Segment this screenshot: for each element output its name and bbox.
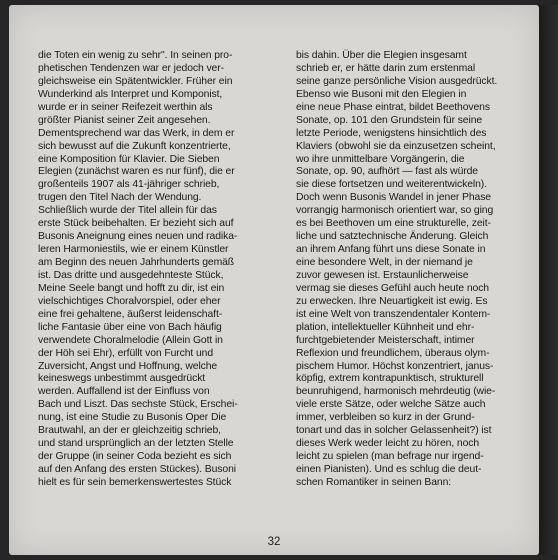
text-line: sich bewusst auf die Zukunft konzentrierte, bbox=[38, 140, 231, 152]
text-line: einen Pianisten). Und es schlug die deut- bbox=[296, 464, 482, 475]
text-line: eine neue Phase eintrat, bildet Beethovens bbox=[296, 101, 490, 113]
text-line: liche Fantasie über eine von Bach häufig bbox=[38, 321, 222, 333]
text-line: wurde er in seiner Reifezeit werthin als bbox=[38, 101, 213, 113]
text-line: großenteils 1907 als 41-jähriger schrieb, bbox=[38, 179, 220, 191]
right-column bbox=[296, 50, 528, 490]
text-line: vermag sie dieses Gefühl auch heute noch bbox=[296, 282, 489, 294]
text-line: leren Harmoniestils, wie er einem Künstler bbox=[38, 244, 229, 256]
text-line: und stand ursprünglich an der letzten Stelle bbox=[38, 438, 234, 450]
text-line: nung, ist eine Studie zu Busonis Oper Die bbox=[38, 412, 227, 424]
text-line: verwendete Choralmelodie (Allein Gott in bbox=[38, 334, 223, 346]
text-line: Reflexion und freundlichem, überaus olym- bbox=[296, 347, 490, 359]
booklet-spine bbox=[539, 5, 558, 555]
text-line: eine frei gehaltene, äußerst leidenschaft- bbox=[38, 308, 223, 320]
text-line: furchtgebietender Meisterschaft, intimer bbox=[296, 334, 475, 346]
text-line: vorrangig harmonisch orientiert war, so ging bbox=[296, 205, 494, 217]
text-line: Brautwahl, an der er gleichzeitig schrieb, bbox=[38, 425, 221, 437]
text-line: Elegien (zunächst waren es nur fünf), die er bbox=[38, 166, 235, 178]
text-line: Klaviers (obwohl sie da einzusetzen scheint, bbox=[296, 140, 496, 152]
text-line: tonart und das in solcher Gelassenheit?) ist bbox=[296, 425, 492, 437]
text-line: liche und satztechnische Änderung. Gleich bbox=[296, 231, 489, 243]
text-line: viele erste Sätze, oder welche Sätze auch bbox=[296, 399, 486, 411]
text-line: Zuversicht, Angst und Hoffnung, welche bbox=[38, 360, 218, 372]
booklet-page bbox=[9, 5, 539, 555]
text-line: Busonis Aneignung eines neuen und radika- bbox=[38, 231, 238, 243]
text-line: seine ganze persönliche Vision ausgedrückt. bbox=[296, 75, 498, 87]
text-line: immer, verbleiben so kurz in der Grund- bbox=[296, 412, 475, 424]
text-line: Doch wenn Busonis Wandel in jener Phase bbox=[296, 192, 491, 204]
text-line: der Gruppe (in seiner Coda bezieht es sich bbox=[38, 451, 232, 463]
text-line: es bei Beethoven um eine strukturelle, zeit- bbox=[296, 218, 491, 230]
text-line: größter Pianist seiner Zeit angesehen. bbox=[38, 114, 211, 126]
text-line: schen Romantiker in seinen Bann: bbox=[296, 476, 452, 488]
text-line: Sonate, op. 101 den Grundstein für seine bbox=[296, 114, 483, 126]
text-line: beunruhigend, harmonisch mehrdeutig (wie- bbox=[296, 386, 496, 398]
text-line: Bach und Liszt. Das sechste Stück, Erschei- bbox=[38, 399, 238, 411]
text-line: am Beginn des neuen Jahrhunderts gemäß bbox=[38, 257, 235, 268]
text-line: trugen den Titel Nach der Wendung. bbox=[38, 192, 202, 204]
text-line: keineswegs unbestimmt ausgedrückt bbox=[38, 373, 206, 385]
text-line: werden. Auffallend ist der Einfluss von bbox=[38, 386, 210, 398]
text-line: zu erwecken. Ihre Neuartigkeit ist ewig. Es bbox=[296, 295, 488, 307]
text-line: sie diese fortsetzen und weiterentwickeln). bbox=[296, 179, 487, 191]
left-column bbox=[38, 50, 278, 490]
text-line: vielschichtiges Choralvorspiel, oder eher bbox=[38, 295, 221, 307]
text-line: Ebenso wie Busoni mit den Elegien in bbox=[296, 88, 467, 100]
text-line: köpfig, extrem kontrapunktisch, strukturell bbox=[296, 373, 484, 385]
text-line: pischem Humor. Höchst konzentriert, janus- bbox=[296, 360, 494, 372]
text-line: Dementsprechend war das Werk, in dem er bbox=[38, 127, 235, 139]
text-line: an ihrem Anfang führt uns diese Sonate in bbox=[296, 244, 486, 256]
page-number: 32 bbox=[267, 536, 281, 548]
text-line: Meine Seele bangt und hofft zu dir, ist ein bbox=[38, 282, 225, 294]
text-line: dieses Werk weder leicht zu hören, noch bbox=[296, 438, 480, 450]
text-line: schrieb er, er hätte darin zum erstenmal bbox=[296, 62, 476, 74]
text-line: ist. Das dritte und ausgedehnteste Stück, bbox=[38, 269, 224, 281]
text-line: der Höh sei Ehr), erfüllt von Furcht und bbox=[38, 347, 214, 359]
text-line: auf den Anfang des ersten Stückes). Busoni bbox=[38, 464, 236, 475]
text-line: phetischen Tendenzen war er jedoch ver- bbox=[38, 62, 224, 74]
text-line: erste Stück beibehalten. Er bezieht sich auf bbox=[38, 218, 234, 230]
text-line: eine Komposition für Klavier. Die Sieben bbox=[38, 153, 220, 165]
text-line: Schließlich wurde der Titel allein für das bbox=[38, 205, 217, 217]
text-line: zuvor gewesen ist. Erstaunlicherweise bbox=[296, 269, 469, 281]
text-line: eine besondere Welt, in der niemand je bbox=[296, 257, 473, 268]
text-line: gleichsweise ein Spätentwickler. Früher ein bbox=[38, 75, 233, 87]
text-line: ist eine Welt von transzendentaler Kontem- bbox=[296, 308, 491, 320]
text-line: letzte Periode, wenigstens hinsichtlich des bbox=[296, 127, 487, 139]
text-line: wo ihre unmittelbare Vorgängerin, die bbox=[296, 153, 465, 165]
text-line: hielt es für sein bemerkenswertestes Stück bbox=[38, 476, 232, 488]
text-line: leicht zu spielen (man befrage nur irgend- bbox=[296, 451, 484, 463]
text-line: bis dahin. Über die Elegien insgesamt bbox=[296, 50, 467, 61]
text-line: Sonate, op. 90, aufhört — fast als würde bbox=[296, 166, 478, 178]
text-line: plation, intellektueller Kühnheit und ehr- bbox=[296, 321, 475, 333]
text-line: Wunderkind als Interpret und Komponist, bbox=[38, 88, 223, 100]
text-line: die Toten ein wenig zu sehr". In seinen pro- bbox=[38, 50, 233, 61]
